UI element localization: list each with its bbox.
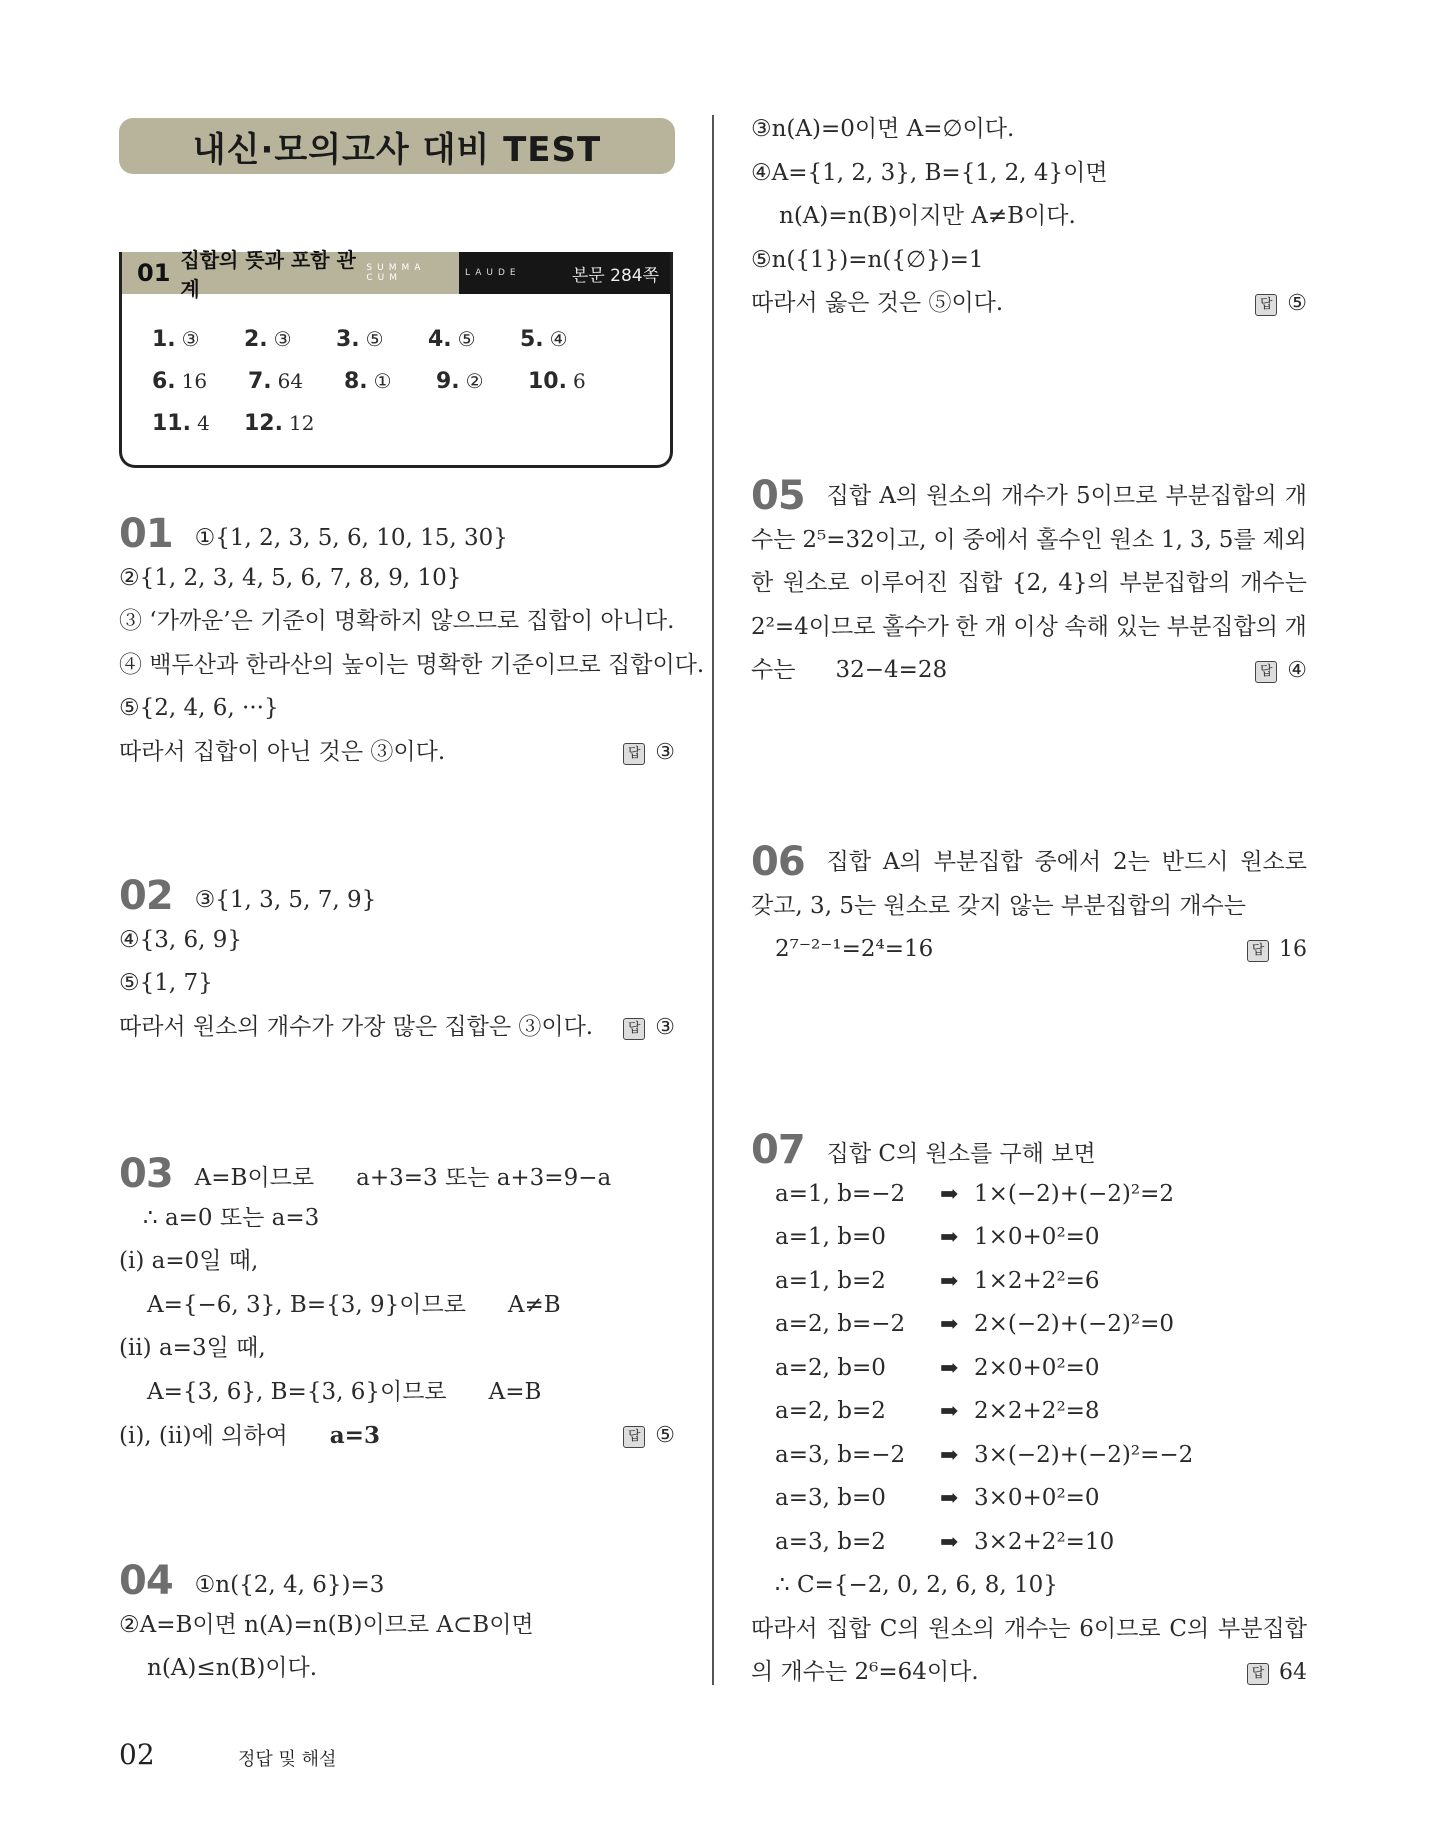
arrow-icon: ➡ — [940, 1225, 959, 1250]
answer-tag — [623, 731, 675, 775]
problem-04-continued — [751, 108, 1307, 326]
solution-word: C의 — [879, 1615, 920, 1642]
solution-word: 개수는 — [1003, 1615, 1071, 1642]
case-calculation: 3×(−2)+(−2)²=−2 — [974, 1441, 1194, 1468]
solution-word: {2, — [1012, 570, 1049, 596]
answer-key-value: 6 — [572, 368, 586, 393]
arrow-icon: ➡ — [940, 1486, 959, 1511]
solution-word: 제외 — [1262, 526, 1307, 553]
solution-line — [751, 1608, 1307, 1652]
solution-line: ①{1, 2, 3, 5, 6, 10, 15, 30} — [194, 525, 508, 551]
case-values: a=2, b=0 — [775, 1354, 886, 1381]
case-values: a=3, b=0 — [775, 1485, 886, 1511]
answer-key-number: 8. — [344, 368, 368, 394]
answer-key-number: 6. — [152, 368, 176, 394]
test-banner: 내신·모의고사 대비 TEST — [119, 118, 675, 174]
answer-key-value: ⑤ — [457, 326, 476, 351]
solution-word: 개수는 — [1240, 570, 1307, 596]
solution-line: ③n(A)=0이면 A=∅이다. — [751, 116, 1015, 142]
column-divider — [712, 115, 714, 1685]
solution-word: 6이므로 — [1079, 1615, 1161, 1642]
answer-label-icon: 답 — [623, 1018, 645, 1040]
solution-line — [751, 562, 1307, 606]
case-row — [751, 1477, 1307, 1521]
solution-word: 이상 — [1013, 613, 1058, 640]
solution-word: 집합 — [826, 1615, 871, 1642]
arrow-icon: ➡ — [940, 1355, 959, 1381]
solution-word: 부분집합의 — [1119, 570, 1231, 596]
answer-key-item — [336, 327, 428, 352]
problem-03 — [119, 1153, 675, 1458]
solution-line: ∴ C={−2, 0, 2, 6, 8, 10} — [775, 1572, 1058, 1598]
answer-label-icon: 답 — [1247, 940, 1269, 962]
solution-word: 부분집합 — [1218, 1615, 1307, 1642]
arrow-icon: ➡ — [940, 1268, 959, 1294]
answer-key-value: 64 — [277, 368, 304, 393]
solution-word: 1, — [1160, 526, 1183, 553]
answer-key-number: 4. — [428, 326, 452, 352]
solution-word: 중에서 — [1034, 849, 1102, 875]
case-values: a=1, b=−2 — [775, 1180, 906, 1207]
solution-conclusion: 따라서 옳은 것은 ⑤이다. — [751, 290, 1004, 316]
solution-word: 반드시 — [1161, 849, 1229, 875]
problem-number: 02 — [119, 873, 173, 919]
answer-key-item — [244, 411, 336, 436]
problem-number: 04 — [119, 1558, 173, 1604]
solution-word: 원소 — [1109, 526, 1155, 553]
solution-line — [751, 519, 1307, 563]
answer-key-number: 2. — [244, 326, 268, 352]
solution-line: ③ ‘가까운’은 기준이 명확하지 않으므로 집합이 아니다. — [119, 608, 675, 634]
answer-key-number: 10. — [528, 368, 567, 394]
case-values: a=2, b=−2 — [775, 1311, 906, 1337]
solution-word: 따라서 — [751, 1615, 818, 1642]
case-calculation: 2×0+0²=0 — [974, 1354, 1100, 1381]
solution-line: ⑤{2, 4, 6, ···} — [119, 695, 279, 721]
solution-word: 2²=4이므로 — [751, 613, 876, 640]
problem-05 — [751, 475, 1307, 693]
solution-word: 있는 — [1115, 613, 1161, 640]
answer-value: ③ — [655, 1014, 675, 1040]
solution-line: A=B — [488, 1378, 542, 1405]
solution-line: ④A={1, 2, 3}, B={1, 2, 4}이면 — [751, 159, 1108, 186]
solution-word: 5를 — [1218, 526, 1256, 553]
answer-key-number: 9. — [436, 368, 460, 394]
answer-key-value: 4 — [196, 410, 210, 435]
section-page-ref: 본문 284쪽 — [571, 265, 659, 286]
problem-06 — [751, 841, 1307, 972]
problem-07 — [751, 1129, 1307, 1695]
solution-word: 집합 — [957, 570, 1003, 596]
solution-line: ①n({2, 4, 6})=3 — [194, 1572, 385, 1598]
solution-word: 부분집합 — [933, 849, 1023, 875]
solution-word: 5이므로 — [1076, 483, 1158, 509]
case-calculation: 3×2+2²=10 — [974, 1528, 1115, 1555]
solution-line: ④ 백두산과 한라산의 높이는 명확한 기준이므로 집합이다. — [119, 651, 705, 678]
solution-word: 2는 — [1113, 849, 1150, 875]
arrow-icon: ➡ — [940, 1529, 959, 1555]
answer-value: ⑤ — [1287, 291, 1307, 316]
solution-line: ∴ a=0 또는 a=3 — [143, 1204, 320, 1231]
answer-key-value: ③ — [181, 326, 200, 351]
solution-word: 속해 — [1064, 613, 1109, 640]
solution-word: 한 — [955, 613, 978, 640]
solution-conclusion: (i), (ii)에 의하여 — [119, 1423, 288, 1449]
solution-word: 4}의 — [1058, 570, 1110, 596]
answer-value: 64 — [1279, 1660, 1307, 1685]
case-calculation: 2×(−2)+(−2)²=0 — [974, 1311, 1175, 1337]
solution-line: 갖고, 3, 5는 원소로 갖지 않는 부분집합의 개수는 — [751, 892, 1246, 919]
case-calculation: 3×0+0²=0 — [974, 1485, 1100, 1511]
problem-number: 07 — [751, 1127, 805, 1173]
solution-line: A=B이므로 — [194, 1165, 315, 1191]
answer-label-icon: 답 — [623, 1426, 645, 1448]
answer-key-row — [152, 402, 652, 444]
solution-word: 수는 — [751, 526, 796, 553]
case-row — [751, 1390, 1307, 1434]
arrow-icon: ➡ — [940, 1181, 959, 1207]
solution-word: 개 — [1284, 483, 1307, 509]
case-values: a=1, b=2 — [775, 1267, 886, 1294]
solution-line: ④{3, 6, 9} — [119, 926, 243, 953]
solution-word: 중에서 — [962, 526, 1030, 553]
solution-word: 집합 — [826, 849, 872, 875]
answer-tag — [1247, 928, 1307, 972]
solution-word: A의 — [883, 849, 922, 875]
answer-key-number: 11. — [152, 410, 191, 436]
answer-key-item — [528, 369, 620, 394]
case-calculation: 1×(−2)+(−2)²=2 — [974, 1180, 1175, 1207]
problem-04 — [119, 1560, 675, 1691]
solution-line: ③{1, 3, 5, 7, 9} — [194, 887, 377, 913]
solution-word: 홀수가 — [882, 613, 949, 640]
footer-title: 정답 및 해설 — [238, 1749, 337, 1770]
arrow-icon: ➡ — [940, 1399, 959, 1424]
solution-word: 원소의 — [928, 1615, 996, 1642]
answer-key-value: ① — [373, 368, 392, 393]
answer-key-item — [436, 369, 528, 394]
problem-number: 03 — [119, 1151, 173, 1197]
answer-label-icon: 답 — [1255, 661, 1277, 683]
solution-word: 원소로 — [1240, 849, 1307, 875]
solution-line: ②A=B이면 n(A)=n(B)이므로 A⊂B이면 — [119, 1611, 534, 1638]
case-calculation: 2×2+2²=8 — [974, 1398, 1100, 1424]
answer-tag — [1247, 1651, 1307, 1695]
solution-line: A≠B — [507, 1291, 561, 1318]
answer-value: ⑤ — [655, 1423, 675, 1448]
solution-result: 32−4=28 — [835, 657, 948, 683]
solution-line: ⑤n({1})=n({∅})=1 — [751, 246, 984, 273]
answer-value: ④ — [1287, 658, 1307, 683]
section-sub-laude: LAUDE — [465, 268, 521, 278]
problem-number: 01 — [119, 511, 173, 557]
answer-key-item — [520, 327, 612, 352]
solution-line — [751, 606, 1307, 650]
case-row — [751, 1216, 1307, 1260]
solution-word: 개수가 — [1001, 483, 1068, 509]
arrow-icon: ➡ — [940, 1442, 959, 1468]
answer-key-value: ④ — [549, 326, 568, 351]
answer-key-value: ⑤ — [365, 326, 384, 351]
answer-value: ③ — [655, 739, 675, 765]
case-calculation: 1×0+0²=0 — [974, 1224, 1100, 1250]
case-values: a=2, b=2 — [775, 1398, 886, 1424]
answer-key-number: 3. — [336, 326, 360, 352]
section-sub-summa: SUMMA CUM — [366, 263, 426, 283]
solution-line — [827, 841, 1307, 885]
answer-key-item — [152, 369, 248, 394]
answer-key-number: 5. — [520, 326, 544, 352]
solution-word: 2⁵=32이고, — [802, 526, 927, 553]
problem-01 — [119, 511, 705, 774]
solution-line: (i) a=0일 때, — [119, 1248, 259, 1274]
case-values: a=3, b=2 — [775, 1528, 886, 1555]
solution-line: n(A)≤n(B)이다. — [147, 1655, 318, 1681]
solution-conclusion: 따라서 원소의 개수가 가장 많은 집합은 ③이다. — [119, 1013, 594, 1040]
section-title: 집합의 뜻과 포함 관계 — [180, 248, 356, 301]
solution-result: 2⁷⁻²⁻¹=2⁴=16 — [775, 936, 934, 962]
page-number: 02 — [119, 1738, 155, 1771]
solution-word: 개 — [1284, 613, 1307, 640]
solution-word: C의 — [1169, 1615, 1210, 1642]
section-number: 01 — [137, 259, 171, 287]
solution-line: ⑤{1, 7} — [119, 970, 213, 996]
solution-word: 3, — [1189, 526, 1212, 553]
solution-line: n(A)=n(B)이지만 A≠B이다. — [779, 203, 1076, 229]
answer-key-value: 16 — [181, 368, 208, 393]
answer-tag — [1255, 649, 1307, 693]
answer-key-item — [428, 327, 520, 352]
answer-key-number: 1. — [152, 326, 176, 352]
case-calculation: 1×2+2²=6 — [974, 1267, 1100, 1294]
answer-key-item — [344, 369, 436, 394]
answer-key-item — [244, 327, 336, 352]
solution-word: 이루어진 — [859, 570, 949, 596]
solution-conclusion: 따라서 집합이 아닌 것은 ③이다. — [119, 738, 446, 765]
case-row — [751, 1434, 1307, 1478]
case-row — [751, 1173, 1307, 1217]
case-table — [751, 1173, 1307, 1565]
answer-tag — [623, 1414, 675, 1458]
answer-key-row — [152, 360, 652, 402]
answer-key-number: 12. — [244, 410, 283, 436]
problem-02 — [119, 875, 675, 1049]
answer-tag — [1255, 282, 1307, 326]
answer-key-item — [152, 327, 244, 352]
solution-line: 수는 — [751, 657, 796, 683]
solution-word: 부분집합의 — [1165, 483, 1277, 509]
solution-line: ②{1, 2, 3, 4, 5, 6, 7, 8, 9, 10} — [119, 564, 462, 591]
answer-key-value: ③ — [273, 326, 292, 351]
answer-label-icon: 답 — [1255, 294, 1277, 316]
answer-key-list — [152, 318, 652, 444]
answer-label-icon: 답 — [1247, 1663, 1269, 1685]
case-values: a=3, b=−2 — [775, 1441, 906, 1468]
case-row — [751, 1347, 1307, 1391]
solution-word: 부분집합의 — [1166, 613, 1278, 640]
answer-key-row — [152, 318, 652, 360]
case-row — [751, 1521, 1307, 1565]
problem-number: 06 — [751, 839, 805, 885]
case-row — [751, 1260, 1307, 1304]
solution-word: 집합 — [826, 483, 872, 509]
solution-word: A의 — [879, 483, 919, 509]
solution-line — [827, 475, 1307, 519]
case-row — [751, 1303, 1307, 1347]
problem-number: 05 — [751, 473, 805, 519]
answer-key-item — [152, 411, 244, 436]
answer-key-value: 12 — [288, 410, 315, 435]
solution-conclusion: 의 개수는 2⁶=64이다. — [751, 1659, 979, 1685]
solution-line: A={3, 6}, B={3, 6}이므로 — [147, 1378, 447, 1405]
answer-tag — [623, 1006, 675, 1050]
solution-word: 원소의 — [926, 483, 993, 509]
solution-line: 집합 C의 원소를 구해 보면 — [826, 1141, 1096, 1167]
answer-key-number: 7. — [248, 368, 272, 394]
answer-value: 16 — [1279, 937, 1307, 962]
solution-line: a+3=3 또는 a+3=9−a — [356, 1165, 612, 1191]
answer-key-value: ② — [465, 368, 484, 393]
solution-word: 한 — [751, 570, 774, 596]
solution-result: a=3 — [329, 1422, 380, 1449]
solution-word: 원소로 — [782, 570, 850, 596]
solution-word: 이 — [933, 526, 956, 553]
answer-label-icon: 답 — [623, 743, 645, 765]
case-values: a=1, b=0 — [775, 1224, 886, 1250]
solution-word: 개 — [984, 613, 1007, 640]
solution-line: A={−6, 3}, B={3, 9}이므로 — [147, 1291, 466, 1318]
arrow-icon: ➡ — [940, 1312, 959, 1337]
solution-word: 홀수인 — [1036, 526, 1103, 553]
answer-key-item — [248, 369, 344, 394]
solution-line: (ii) a=3일 때, — [119, 1335, 266, 1361]
